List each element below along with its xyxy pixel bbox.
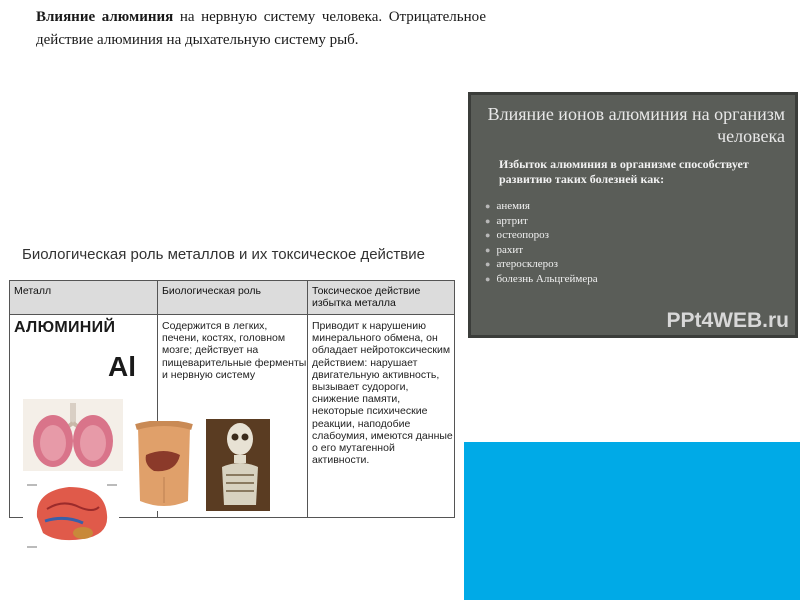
blue-rectangle — [464, 442, 800, 600]
intro-bold-text: Влияние алюминия — [36, 9, 174, 25]
table-caption: Биологическая роль металлов и их токсическое действие — [22, 246, 425, 263]
skeleton-image — [206, 419, 270, 511]
slide-title: Влияние ионов алюминия на организм человека — [487, 104, 785, 146]
toxic-text: Приводит к нарушению минерального обмена, он обладает нейротоксическим действием: нарушает двигательную активность, вызывает судороги, снижение памяти, некоторые психические реакции, наподобие слабоумия, имеются данные о его мутагенной активности. — [312, 320, 453, 467]
intro-text: на нервную систему человека. Отрицательное действие алюминия на дыхательную систему рыб. — [36, 9, 487, 48]
bullet-icon: ● — [485, 273, 491, 284]
header-bio-role: Биологическая роль — [162, 285, 262, 297]
list-item: ● остеопороз — [485, 229, 550, 241]
metal-table — [9, 280, 455, 518]
bullet-icon: ● — [485, 230, 491, 240]
slide-lead-text: Избыток алюминия в организме способствует развитию таких болезней как: — [499, 157, 749, 186]
metal-name: АЛЮМИНИЙ — [14, 319, 116, 336]
list-item: ● анемия — [485, 200, 530, 212]
watermark: PPt4WEB.ru — [666, 309, 789, 332]
bio-role-text: Содержится в легких, печени, костях, головном мозге; действует на пищеварительные ферменты и нервную систему — [162, 320, 307, 381]
torso-liver-image — [128, 421, 200, 511]
metal-symbol: Al — [108, 351, 136, 382]
list-item: ● артрит — [485, 214, 528, 227]
brain-image — [23, 477, 119, 555]
list-item: ● рахит — [485, 243, 524, 256]
bullet-icon: ● — [485, 244, 491, 255]
header-metal: Металл — [14, 285, 52, 297]
list-item: ● болезнь Альцгеймера — [485, 272, 598, 285]
bullet-icon: ● — [485, 259, 491, 269]
lungs-image — [23, 399, 123, 471]
disease-list — [485, 199, 598, 286]
column-divider — [307, 281, 308, 517]
bullet-icon: ● — [485, 215, 491, 226]
intro-paragraph — [36, 6, 486, 52]
bullet-icon: ● — [485, 201, 491, 211]
slide-image — [468, 92, 798, 338]
list-item: ● атеросклероз — [485, 258, 558, 270]
header-toxic: Токсическое действие избытка металла — [312, 285, 421, 309]
